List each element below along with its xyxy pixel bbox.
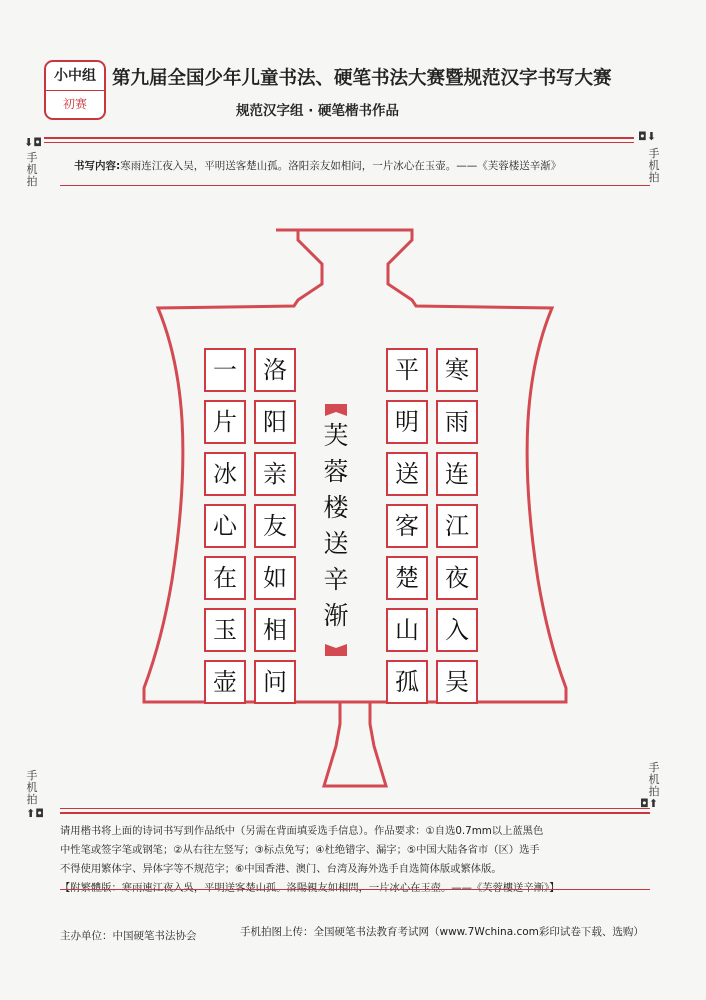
camera-icon: ◘⬇: [638, 130, 656, 143]
group-badge: [44, 60, 106, 120]
writing-content: [74, 158, 561, 173]
grid-cell: 壶: [204, 660, 246, 704]
grid-cell: 连: [436, 452, 478, 496]
side-label-right-bottom: 手机拍: [648, 761, 660, 798]
grid-cell: 如: [254, 556, 296, 600]
poem-title-char: 渐: [323, 601, 349, 630]
grid-cell: 冰: [204, 452, 246, 496]
grid-cell: 相: [254, 608, 296, 652]
poem-title-char: 送: [323, 529, 349, 558]
side-label-left-top: 手机拍: [26, 151, 38, 188]
grid-cell: 孤: [386, 660, 428, 704]
grid-cell: 在: [204, 556, 246, 600]
grid-cell: 送: [386, 452, 428, 496]
page-subtitle: 规范汉字组 · 硬笔楷书作品: [236, 103, 400, 119]
footer-rule-thick: [60, 812, 650, 814]
grid-cell: 片: [204, 400, 246, 444]
grid-cell: 友: [254, 504, 296, 548]
grid-cell: 明: [386, 400, 428, 444]
poem-title-char: 楼: [323, 493, 349, 522]
instruction-line: 中性笔或签字笔或钢笔；②从右往左竖写；③标点免写；④杜绝错字、漏字；⑤中国大陆各省市（区）选手: [60, 844, 540, 856]
grid-cell: 山: [386, 608, 428, 652]
grid-cell: 阳: [254, 400, 296, 444]
grid-cell: 夜: [436, 556, 478, 600]
poem-title-char: 辛: [323, 565, 349, 594]
grid-cell: 楚: [386, 556, 428, 600]
camera-icon: ⬆◘: [26, 807, 44, 820]
badge-stage-label: 初赛: [62, 97, 87, 111]
badge-group-label: 小中组: [46, 62, 104, 91]
footer-rule-thin: [60, 808, 650, 809]
poem-title-char: 芙: [323, 421, 349, 450]
instruction-appendix: 【附繁體版：寒雨連江夜入吳，平明送客楚山孤。洛陽親友如相問，一片冰心在玉壺。——《芙蓉樓送辛漸》】: [60, 882, 560, 894]
writing-content-text: 寒雨连江夜入吴，平明送客楚山孤。洛阳亲友如相问，一片冰心在玉壶。——《芙蓉楼送辛渐》: [120, 160, 562, 172]
grid-cell: 寒: [436, 348, 478, 392]
grid-cell: 江: [436, 504, 478, 548]
page-title: 第九届全国少年儿童书法、硬笔书法大赛暨规范汉字书写大赛: [112, 68, 612, 89]
grid-cell: 吴: [436, 660, 478, 704]
header-rule-thin: [44, 142, 634, 143]
grid-cell: 客: [386, 504, 428, 548]
side-label-right-top: 手机拍: [648, 147, 660, 184]
grid-cell: 平: [386, 348, 428, 392]
grid-cell: 玉: [204, 608, 246, 652]
camera-icon: ⬇◘: [24, 136, 42, 149]
instruction-line: 不得使用繁体字、异体字等不规范字；⑥中国香港、澳门、台湾及海外选手自选简体版或繁体版。: [60, 863, 502, 875]
grid-cell: 入: [436, 608, 478, 652]
side-label-left-bottom: 手机拍: [26, 769, 38, 806]
grid-cell: 一: [204, 348, 246, 392]
poem-title-char: 蓉: [323, 457, 349, 486]
grid-cell: 雨: [436, 400, 478, 444]
poem-title: [321, 418, 351, 634]
grid-cell: 亲: [254, 452, 296, 496]
header-rule-thick: [44, 137, 634, 139]
instructions: [60, 822, 650, 898]
content-rule: [60, 185, 650, 186]
writing-content-label: 书写内容:: [74, 160, 121, 172]
organizer: 主办单位：中国硬笔书法协会: [60, 930, 197, 942]
instruction-line: 请用楷书将上面的诗词书写到作品纸中（另需在背面填妥选手信息）。作品要求：①自选0.7mm以上蓝黑色: [60, 825, 544, 837]
appendix-rule: [60, 889, 650, 890]
grid-cell: 心: [204, 504, 246, 548]
grid-cell: 洛: [254, 348, 296, 392]
upload-info: 手机拍图上传：全国硬笔书法教育考试网（www.7Wchina.com彩印试卷下载、选购）: [240, 926, 644, 938]
camera-icon: ◘⬆: [640, 797, 658, 810]
grid-cell: 问: [254, 660, 296, 704]
